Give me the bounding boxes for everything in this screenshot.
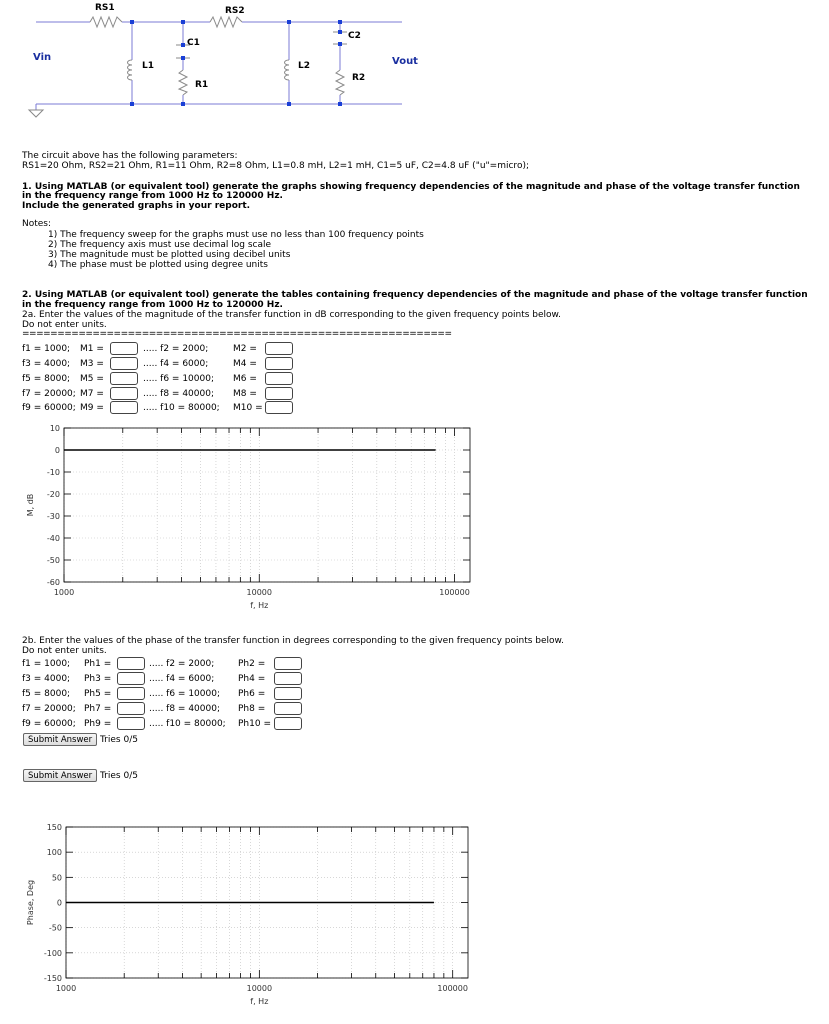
l1-inductor (128, 60, 133, 80)
question2a-text: 2a. Enter the values of the magnitude of the transfer function in dB corresponding to the given frequency points below. (22, 310, 561, 320)
freq-label: f3 = 4000; (22, 674, 71, 684)
ph10-input[interactable] (274, 717, 302, 730)
ph8-input[interactable] (274, 702, 302, 715)
r2-resistor (336, 70, 344, 95)
phase-label: Ph10 = (238, 719, 271, 729)
y-tick-label: -150 (43, 974, 62, 983)
freq-label: f5 = 8000; (22, 689, 71, 699)
question1-line2: in the frequency range from 1000 Hz to 120000 Hz. (22, 191, 283, 201)
label-r1: R1 (195, 80, 209, 90)
question2-line1: 2. Using MATLAB (or equivalent tool) generate the tables containing frequency dependencies of the magnitude and phase of the voltage transfer function (22, 290, 808, 300)
y-tick-label: -50 (48, 923, 62, 933)
intro-text: The circuit above has the following parameters: (22, 151, 238, 161)
ph2-input[interactable] (274, 657, 302, 670)
phase-label: Ph3 = (84, 674, 112, 684)
question2b-text: 2b. Enter the values of the phase of the transfer function in degrees corresponding to the given frequency points below. (22, 636, 564, 646)
ph6-input[interactable] (274, 687, 302, 700)
question1-line3: Include the generated graphs in your report. (22, 201, 251, 211)
x-tick-label: 1000 (55, 984, 77, 993)
rs2-resistor (210, 17, 242, 27)
tries-counter: Tries 0/5 (100, 771, 138, 781)
freq-label: f7 = 20000; (22, 704, 76, 714)
notes-title: Notes: (22, 219, 52, 229)
y-tick-label: -100 (43, 948, 62, 958)
m7-input[interactable] (110, 387, 138, 400)
label-rs2: RS2 (225, 6, 245, 16)
phase-label: Ph8 = (238, 704, 266, 714)
ph4-input[interactable] (274, 672, 302, 685)
m10-input[interactable] (265, 401, 293, 414)
freq-label: f1 = 1000; (22, 659, 71, 669)
note-item: 3) The magnitude must be plotted using decibel units (48, 250, 291, 260)
phase-label: Ph5 = (84, 689, 112, 699)
freq-label: ..... f2 = 2000; (149, 659, 215, 669)
y-tick-label: -30 (46, 512, 60, 521)
ph9-input[interactable] (117, 717, 145, 730)
no-units-text: Do not enter units. (22, 320, 107, 330)
submit-answer-button[interactable]: Submit Answer (23, 733, 97, 746)
magnitude-chart (0, 418, 829, 618)
rs1-resistor (90, 17, 122, 27)
mag-label: M8 = (233, 389, 257, 399)
label-vin: Vin (33, 52, 52, 63)
note-item: 1) The frequency sweep for the graphs must use no less than 100 frequency points (48, 230, 424, 240)
mag-label: M6 = (233, 374, 257, 384)
freq-label: f9 = 60000; (22, 403, 76, 413)
circuit-diagram (0, 0, 829, 125)
submit-answer-button[interactable]: Submit Answer (23, 769, 97, 782)
question1-line1: 1. Using MATLAB (or equivalent tool) generate the graphs showing frequency dependencies of the magnitude and phase of the voltage transfer function (22, 182, 800, 192)
separator-line: ============================================================= (22, 329, 452, 339)
m1-input[interactable] (110, 342, 138, 355)
freq-label: ..... f6 = 10000; (143, 374, 214, 384)
freq-label: f9 = 60000; (22, 719, 76, 729)
y-tick-label: -40 (46, 534, 60, 543)
mag-label: M2 = (233, 344, 257, 354)
ph1-input[interactable] (117, 657, 145, 670)
freq-label: ..... f6 = 10000; (149, 689, 220, 699)
no-units-text: Do not enter units. (22, 646, 107, 656)
label-rs1: RS1 (95, 3, 115, 13)
phase-label: Ph2 = (238, 659, 266, 669)
freq-label: f1 = 1000; (22, 344, 71, 354)
phase-label: Ph7 = (84, 704, 112, 714)
m2-input[interactable] (265, 342, 293, 355)
y-axis-label: Phase, Deg (26, 879, 35, 926)
label-vout: Vout (392, 56, 418, 67)
m3-input[interactable] (110, 357, 138, 370)
m5-input[interactable] (110, 372, 138, 385)
freq-label: ..... f10 = 80000; (149, 719, 226, 729)
label-c1: C1 (187, 38, 200, 48)
x-tick-label: 1000 (53, 588, 75, 597)
freq-label: ..... f2 = 2000; (143, 344, 209, 354)
ph7-input[interactable] (117, 702, 145, 715)
phase-chart (0, 818, 829, 1018)
phase-label: Ph1 = (84, 659, 112, 669)
m8-input[interactable] (265, 387, 293, 400)
freq-label: f7 = 20000; (22, 389, 76, 399)
phase-label: Ph4 = (238, 674, 266, 684)
freq-label: ..... f10 = 80000; (143, 403, 220, 413)
freq-label: ..... f8 = 40000; (143, 389, 214, 399)
plot-frame (64, 428, 470, 582)
y-tick-label: 0 (54, 446, 60, 455)
x-axis-label: f, Hz (250, 601, 269, 610)
freq-label: f3 = 4000; (22, 359, 71, 369)
m9-input[interactable] (110, 401, 138, 414)
m6-input[interactable] (265, 372, 293, 385)
m4-input[interactable] (265, 357, 293, 370)
l2-inductor (285, 60, 290, 80)
label-l2: L2 (298, 61, 310, 71)
mag-label: M7 = (80, 389, 104, 399)
tries-counter: Tries 0/5 (100, 735, 138, 745)
y-tick-label: 50 (51, 873, 62, 883)
y-tick-label: -60 (46, 578, 60, 587)
mag-label: M10 = (233, 403, 263, 413)
x-tick-label: 10000 (246, 984, 273, 993)
y-tick-label: 10 (49, 424, 60, 433)
y-tick-label: -20 (46, 490, 60, 499)
ground-symbol (29, 110, 43, 117)
freq-label: f5 = 8000; (22, 374, 71, 384)
x-tick-label: 100000 (437, 984, 468, 993)
r1-resistor (179, 70, 187, 95)
freq-label: ..... f4 = 6000; (149, 674, 215, 684)
label-c2: C2 (348, 31, 361, 41)
freq-label: ..... f8 = 40000; (149, 704, 220, 714)
label-r2: R2 (352, 73, 366, 83)
ph5-input[interactable] (117, 687, 145, 700)
phase-label: Ph9 = (84, 719, 112, 729)
x-axis-label: f, Hz (250, 997, 269, 1006)
x-tick-label: 100000 (439, 588, 470, 597)
ph3-input[interactable] (117, 672, 145, 685)
mag-label: M5 = (80, 374, 104, 384)
mag-label: M4 = (233, 359, 257, 369)
y-tick-label: 150 (46, 823, 62, 832)
y-tick-label: -10 (46, 468, 60, 477)
y-axis-label: M, dB (26, 493, 35, 517)
label-l1: L1 (142, 61, 154, 71)
parameters-text: RS1=20 Ohm, RS2=21 Ohm, R1=11 Ohm, R2=8 Ohm, L1=0.8 mH, L2=1 mH, C1=5 uF, C2=4.8 uF ("u"=micro); (22, 161, 529, 171)
question2-line2: in the frequency range from 1000 Hz to 120000 Hz. (22, 300, 283, 310)
y-tick-label: 100 (46, 848, 62, 858)
note-item: 2) The frequency axis must use decimal log scale (48, 240, 272, 250)
phase-label: Ph6 = (238, 689, 266, 699)
mag-label: M9 = (80, 403, 104, 413)
y-tick-label: 0 (56, 898, 62, 908)
x-tick-label: 10000 (246, 588, 272, 597)
note-item: 4) The phase must be plotted using degree units (48, 260, 268, 270)
circuit-nodes (130, 20, 342, 106)
mag-label: M1 = (80, 344, 104, 354)
freq-label: ..... f4 = 6000; (143, 359, 209, 369)
mag-label: M3 = (80, 359, 104, 369)
y-tick-label: -50 (46, 556, 60, 565)
